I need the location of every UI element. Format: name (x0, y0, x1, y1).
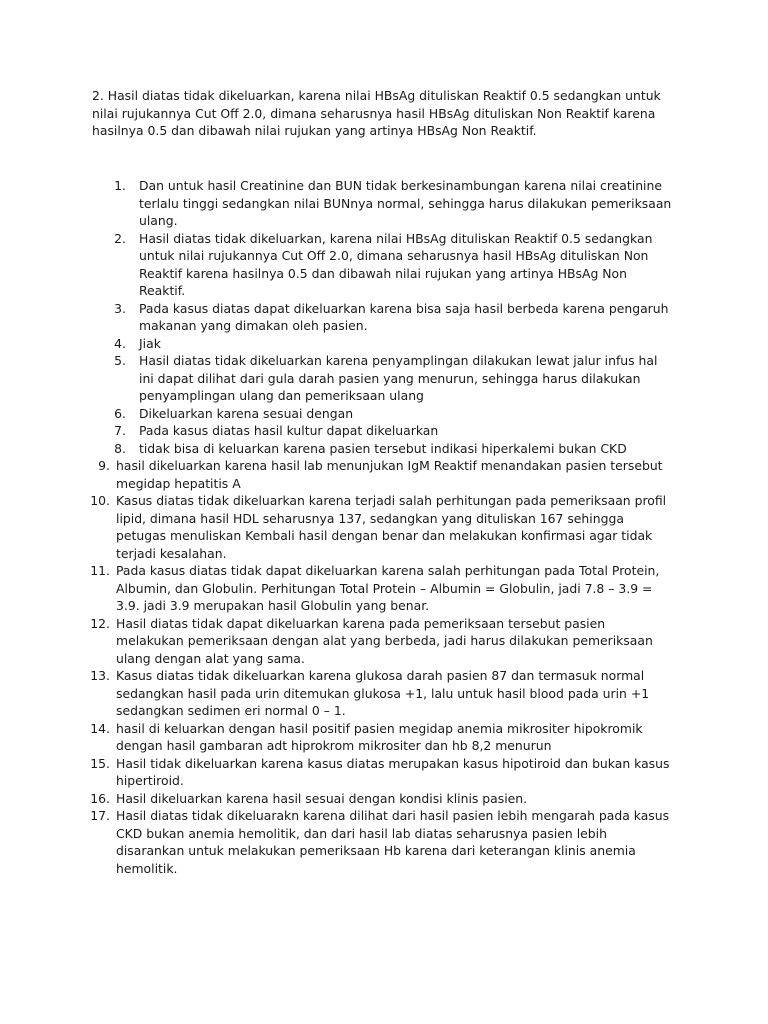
list-item-text: Pada kasus diatas hasil kultur dapat dikeluarkan (139, 423, 439, 438)
list-item-number: 16. (90, 790, 110, 806)
list-item-text: Pada kasus diatas tidak dapat dikeluarkan karena salah perhitungan pada Total Protein, Albumin, dan Globulin. Perhitungan Total Protein – Albumin = Globulin, jadi 7.8 – 3.9 = 3.9. jadi 3.9 merupakan hasil Globulin yang benar. (116, 563, 660, 613)
list-item (0, 755, 768, 790)
list-item-number: 9. (98, 458, 110, 473)
list-item-number: 2. (114, 230, 126, 246)
list-item (0, 562, 768, 615)
list-item-text: hasil di keluarkan dengan hasil positif pasien megidap anemia mikrositer hipokromik dengan hasil gambaran adt hiprokrom mikrositer dan hb 8,2 menurun (116, 720, 643, 753)
list-item-number: 10. (90, 493, 110, 508)
numbered-list (0, 177, 768, 877)
list-item (0, 300, 768, 335)
list-item-text: Dikeluarkan karena sesuai dengan (139, 405, 354, 421)
list-item-number: 15. (90, 755, 110, 771)
list-item-text: Pada kasus diatas dapat dikeluarkan karena bisa saja hasil berbeda karena pengaruh makanan yang dimakan oleh pasien. (139, 300, 669, 333)
list-item (0, 177, 768, 230)
list-item (0, 790, 768, 808)
list-item-number: 5. (114, 353, 126, 368)
list-item (0, 492, 768, 562)
list-item (0, 422, 768, 440)
list-item-text: Kasus diatas tidak dikeluarkan karena glukosa darah pasien 87 dan termasuk normal sedangkan hasil pada urin ditemukan glukosa +1, lalu untuk hasil blood pada urin +1 sedangkan sedimen eri normal 0 – 1. (116, 668, 650, 718)
list-item (0, 807, 768, 877)
list-item-text: Kasus diatas tidak dikeluarkan karena terjadi salah perhitungan pada pemeriksaan profil lipid, dimana hasil HDL seharusnya 137, sedangkan yang dituliskan 167 sehingga petugas menuliskan Kembali hasil dengan benar dan melakukan konfirmasi agar tidak terjadi kesalahan. (116, 493, 667, 561)
list-item-number: 3. (114, 300, 126, 316)
list-item (0, 230, 768, 300)
list-item (0, 667, 768, 720)
list-item (0, 352, 768, 405)
list-item-text: Hasil dikeluarkan karena hasil sesuai dengan kondisi klinis pasien. (116, 790, 528, 806)
list-item-text: hasil dikeluarkan karena hasil lab menunjukan IgM Reaktif menandakan pasien tersebut megidap hepatitis A (116, 458, 663, 491)
list-item-number: 8. (114, 440, 126, 456)
list-item (0, 457, 768, 492)
list-item-text: Hasil diatas tidak dikeluarkan karena penyamplingan dilakukan lewat jalur infus hal ini dapat dilihat dari gula darah pasien yang menurun, sehingga harus dilakukan penyamplingan ulang dan pemeriksaan ulang (139, 353, 658, 403)
list-item-text: Jiak (139, 335, 161, 351)
list-item-text: Dan untuk hasil Creatinine dan BUN tidak berkesinambungan karena nilai creatinine terlalu tinggi sedangkan nilai BUNnya normal, sehingga harus dilakukan pemeriksaan ulang. (139, 178, 672, 228)
list-item (0, 720, 768, 755)
list-item-text: Hasil diatas tidak dapat dikeluarkan karena pada pemeriksaan tersebut pasien melakukan pemeriksaan dengan alat yang berbeda, jadi harus dilakukan pemeriksaan ulang dengan alat yang sama. (116, 615, 653, 666)
list-item-text: Hasil diatas tidak dikeluarakn karena dilihat dari hasil pasien lebih mengarah pada kasus CKD bukan anemia hemolitik, dan dari hasil lab diatas seharusnya pasien lebih disarankan untuk melakukan pemeriksaan Hb karena dari keterangan klinis anemia hemolitik. (116, 808, 670, 876)
list-item-text: tidak bisa di keluarkan karena pasien tersebut indikasi hiperkalemi bukan CKD (139, 440, 627, 456)
intro-paragraph: 2. Hasil diatas tidak dikeluarkan, karena nilai HBsAg dituliskan Reaktif 0.5 sedangkan untuk nilai rujukannya Cut Off 2.0, dimana seharusnya hasil HBsAg dituliskan Non Reaktif karena hasilnya 0.5 dan dibawah nilai rujukan yang artinya HBsAg Non Reaktif. (92, 88, 661, 138)
list-item-number: 14. (90, 720, 110, 736)
list-item-number: 7. (114, 423, 126, 438)
list-item (0, 440, 768, 458)
list-item-number: 11. (90, 563, 110, 578)
list-item-number: 13. (90, 668, 110, 683)
list-item-number: 6. (114, 405, 126, 421)
list-item (0, 405, 768, 423)
list-item (0, 335, 768, 353)
list-item (0, 615, 768, 668)
list-item-number: 17. (90, 808, 110, 823)
list-item-number: 12. (90, 615, 110, 631)
list-item-number: 4. (114, 335, 126, 351)
list-item-text: Hasil diatas tidak dikeluarkan, karena nilai HBsAg dituliskan Reaktif 0.5 sedangkan untuk nilai rujukannya Cut Off 2.0, dimana seharusnya hasil HBsAg dituliskan Non Reaktif karena hasilnya 0.5 dan dibawah nilai rujukan yang artinya HBsAg Non Reaktif. (139, 230, 653, 298)
list-item-text: Hasil tidak dikeluarkan karena kasus diatas merupakan kasus hipotiroid dan bukan kasus hipertiroid. (116, 755, 670, 788)
list-item-number: 1. (114, 178, 126, 193)
